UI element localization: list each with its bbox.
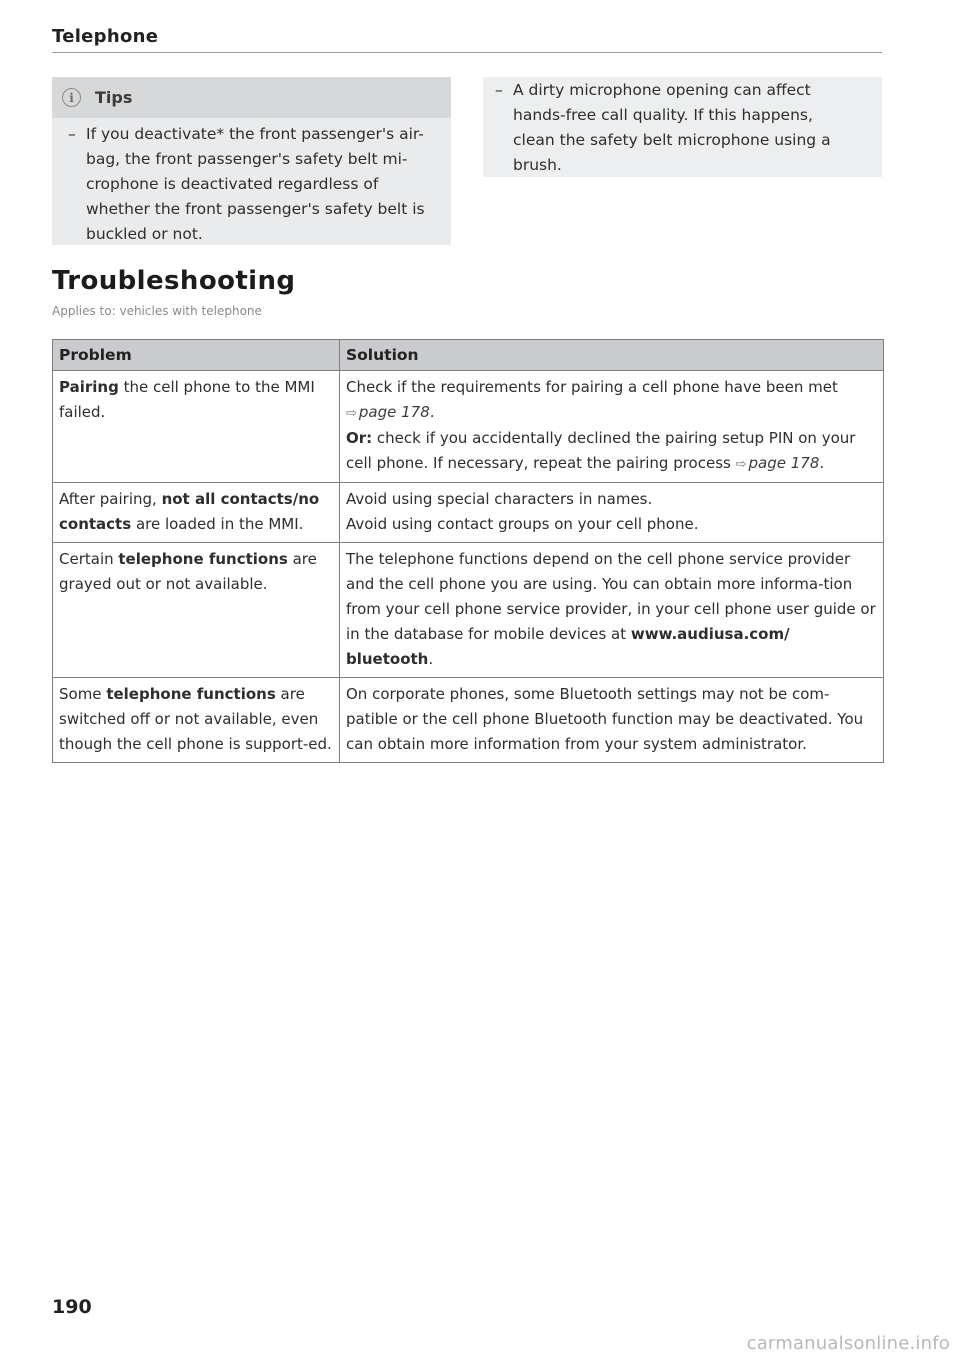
tips-body-continued xyxy=(483,77,882,178)
tips-header xyxy=(52,77,451,118)
solution-cell: The telephone functions depend on the cell phone service provider and the cell phone you are using. You can obtain more informa-tion from your cell phone service provider, in your cell phone user guide or in the database for mobile devices at www.audiusa.com/ bluetooth. xyxy=(340,543,884,678)
table-row xyxy=(53,483,884,543)
info-icon: i xyxy=(62,88,81,107)
page-number: 190 xyxy=(52,1296,92,1318)
problem-cell: Some telephone functions are switched off or not available, even though the cell phone is support-ed. xyxy=(53,678,340,763)
table-row xyxy=(53,371,884,483)
header-divider xyxy=(52,52,882,53)
watermark: carmanualsonline.info xyxy=(746,1333,950,1354)
tips-item-text: If you deactivate* the front passenger's air-bag, the front passenger's safety belt mi-crophone is deactivated regardless of whether the front passenger's safety belt is buckled or not. xyxy=(86,125,425,243)
problem-cell: Certain telephone functions are grayed out or not available. xyxy=(53,543,340,678)
table-row xyxy=(53,543,884,678)
column-header-problem: Problem xyxy=(53,340,340,371)
problem-cell: After pairing, not all contacts/no contacts are loaded in the MMI. xyxy=(53,483,340,543)
solution-cell: Avoid using special characters in names. Avoid using contact groups on your cell phone. xyxy=(340,483,884,543)
chapter-title: Telephone xyxy=(52,26,159,47)
page-reference-link[interactable]: ⇨ page 178 xyxy=(346,403,430,421)
tips-box-continued xyxy=(483,77,882,177)
section-title: Troubleshooting xyxy=(52,266,296,296)
arrow-right-icon: ⇨ xyxy=(346,406,357,421)
tips-body xyxy=(52,118,451,247)
tips-title: Tips xyxy=(95,88,133,107)
column-header-solution: Solution xyxy=(340,340,884,371)
tips-box xyxy=(52,77,451,245)
arrow-right-icon: ⇨ xyxy=(735,457,747,472)
problem-cell: Pairing the cell phone to the MMI failed. xyxy=(53,371,340,483)
solution-cell: Check if the requirements for pairing a cell phone have been met ⇨ page 178. Or: check if you accidentally declined the pairing setup PIN on your cell phone. If necessary, repeat the pairing process ⇨ page 178. xyxy=(340,371,884,483)
applies-to-note: Applies to: vehicles with telephone xyxy=(52,304,262,318)
website-link[interactable]: www.audiusa.com/ bluetooth xyxy=(346,625,790,668)
table-header-row xyxy=(53,340,884,371)
table-row xyxy=(53,678,884,763)
troubleshooting-table xyxy=(52,339,884,763)
tips-item: – A dirty microphone opening can affect hands-free call quality. If this happens, clean the safety belt microphone using a brush. xyxy=(495,81,831,174)
solution-cell: On corporate phones, some Bluetooth settings may not be com-patible or the cell phone Bluetooth function may be deactivated. You can obtain more information from your system administrator. xyxy=(340,678,884,763)
page-reference-link[interactable]: ⇨ page 178 xyxy=(735,454,820,472)
tips-item-text: A dirty microphone opening can affect hands-free call quality. If this happens, clean the safety belt microphone using a brush. xyxy=(513,81,831,174)
tips-item: – If you deactivate* the front passenger's air-bag, the front passenger's safety belt mi-crophone is deactivated regardless of whether the front passenger's safety belt is buckled or not. xyxy=(68,125,425,243)
